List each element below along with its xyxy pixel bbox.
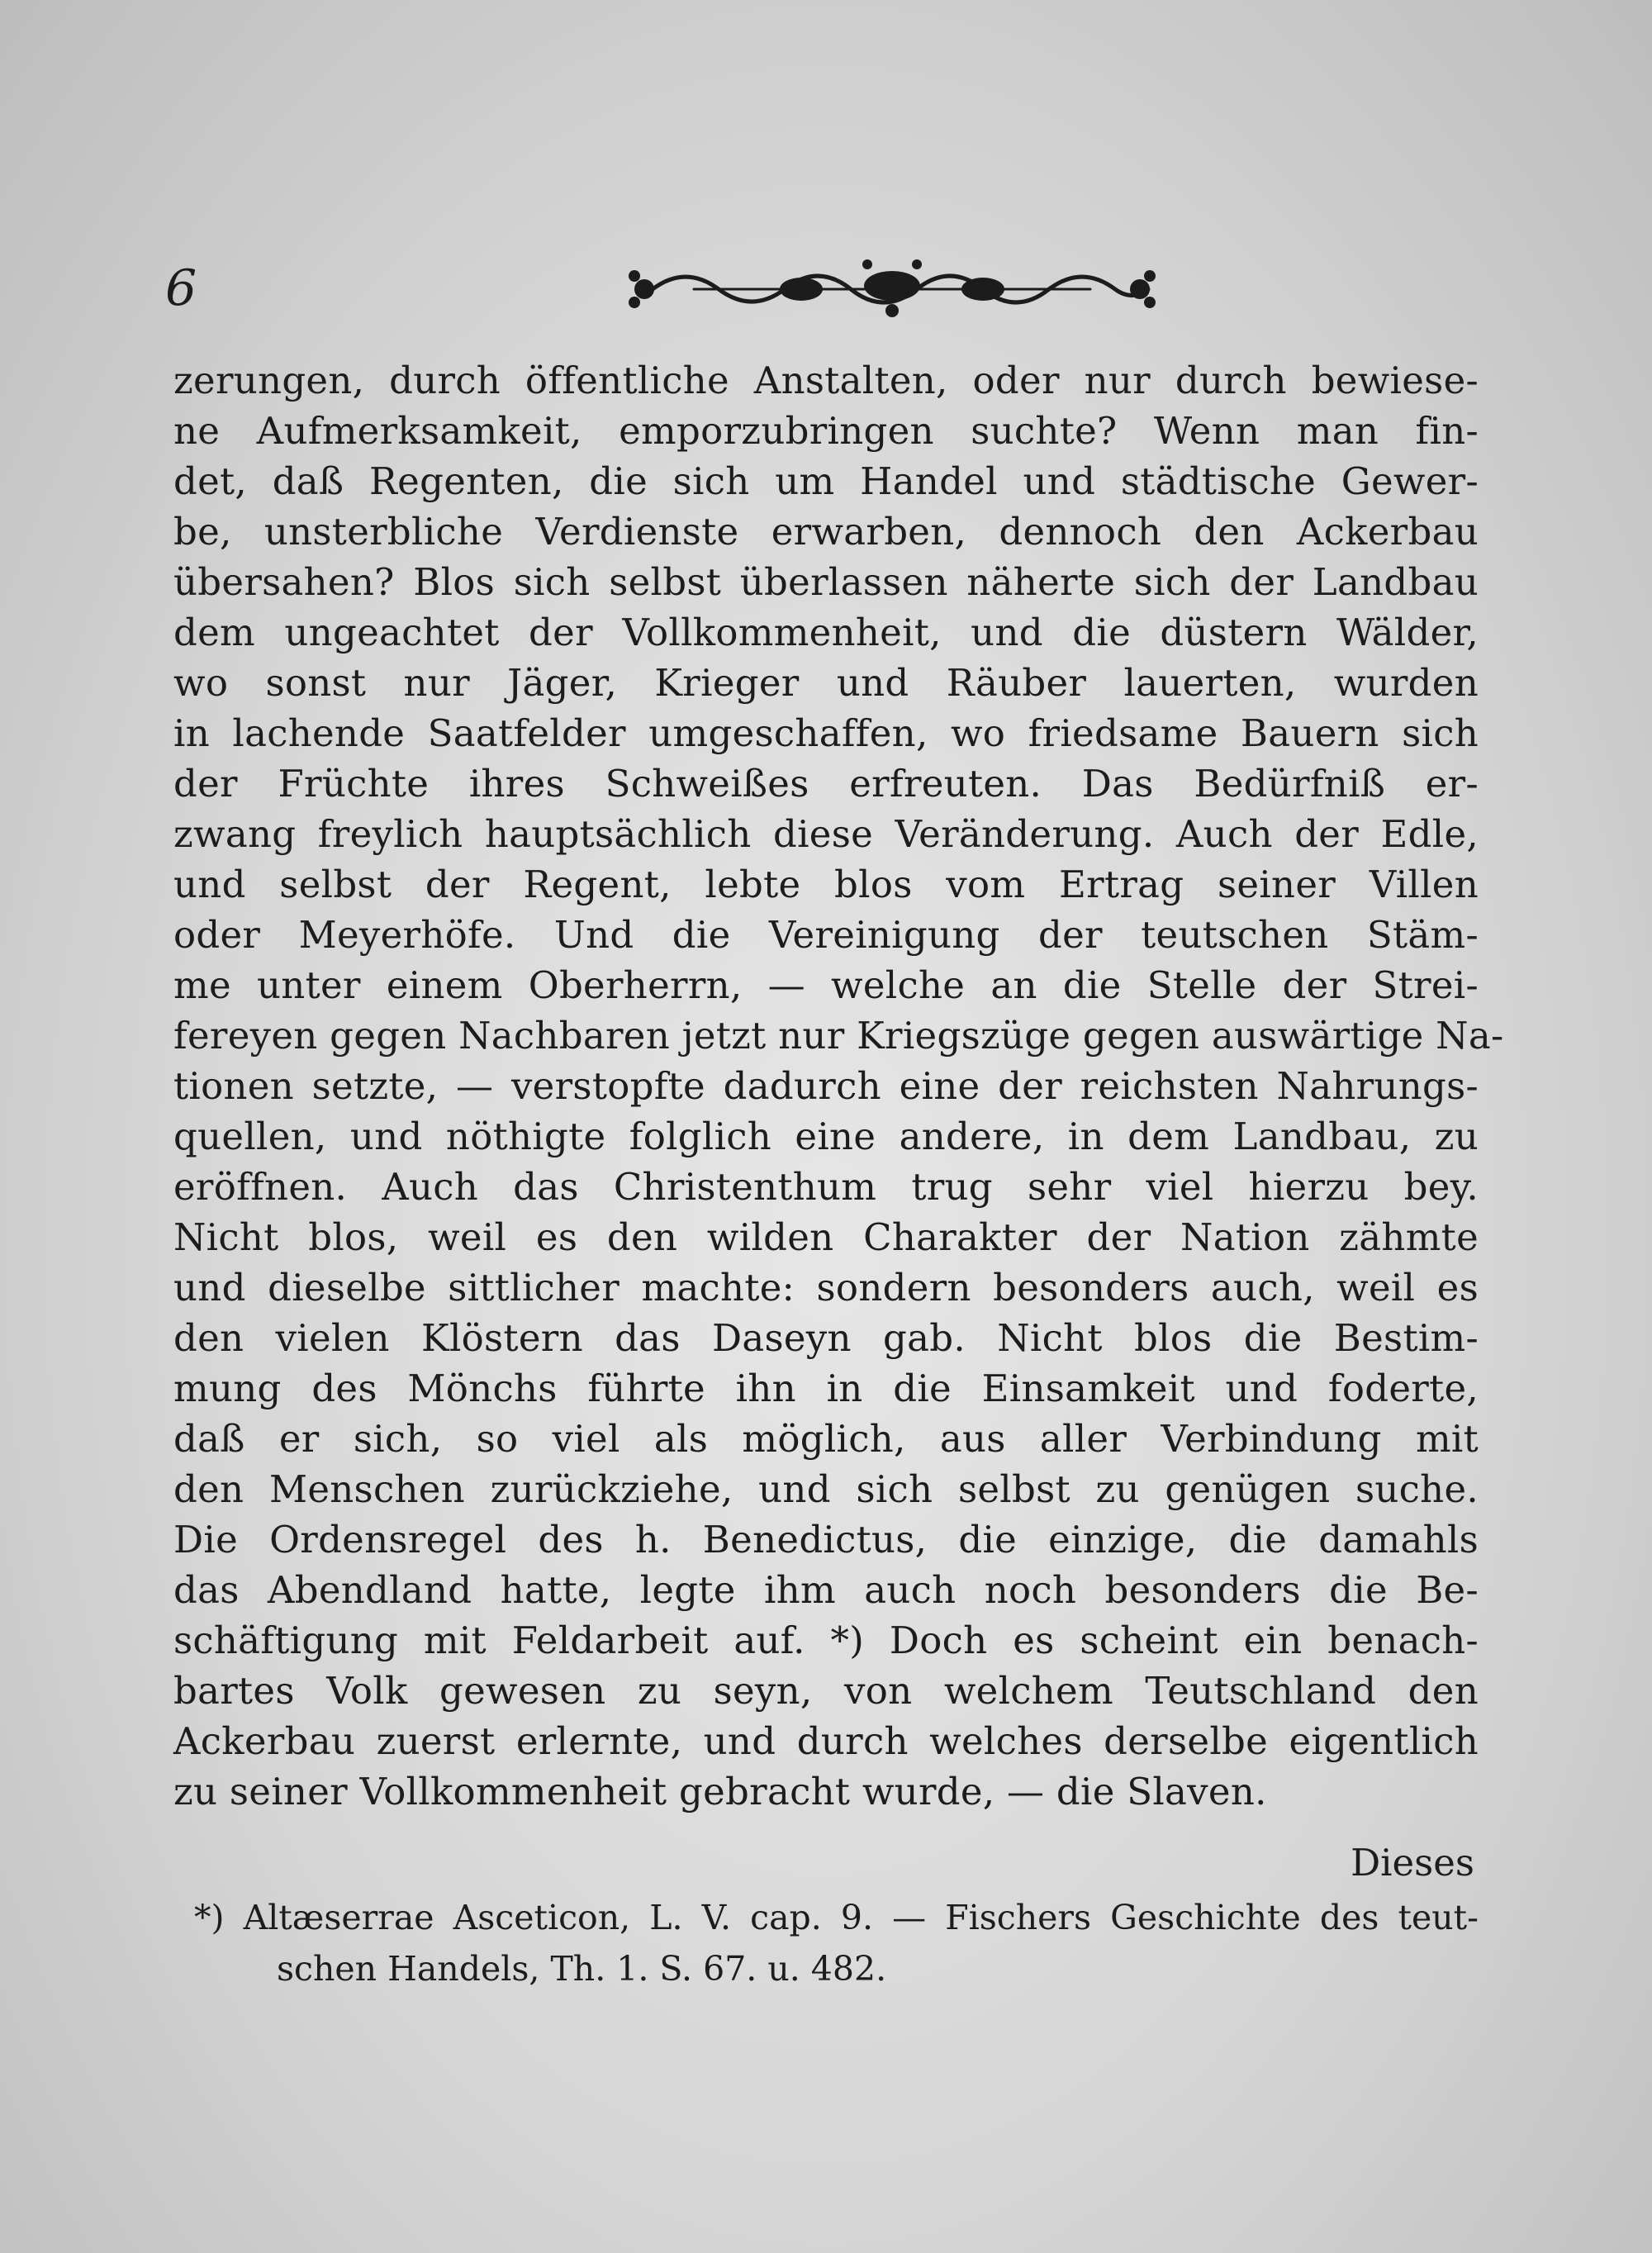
text-line: tionen setzte, — verstopfte dadurch eine der reichsten Nahrungs-	[173, 1064, 1479, 1108]
body-text	[173, 355, 1504, 1817]
text-line: mung des Mönchs führte ihn in die Einsamkeit und foderte,	[173, 1367, 1479, 1410]
footnotes	[194, 1892, 1479, 1994]
text-line: daß er sich, so viel als möglich, aus aller Verbindung mit	[173, 1417, 1479, 1461]
text-line: in lachende Saatfelder umgeschaffen, wo friedsame Bauern sich	[173, 711, 1479, 755]
footnote-line: schen Handels, Th. 1. S. 67. u. 482.	[277, 1949, 887, 1989]
text-line: zerungen, durch öffentliche Anstalten, oder nur durch bewiese-	[173, 359, 1479, 402]
text-line: zwang freylich hauptsächlich diese Veränderung. Auch der Edle,	[173, 812, 1479, 856]
text-line: dem ungeachtet der Vollkommenheit, und die düstern Wälder,	[173, 611, 1479, 654]
text-line: den Menschen zurückziehe, und sich selbst zu genügen suche.	[173, 1467, 1479, 1511]
footnote-line: *) Altæserrae Asceticon, L. V. cap. 9. — Fischers Geschichte des teut-	[194, 1898, 1479, 1937]
text-line: eröffnen. Auch das Christenthum trug sehr viel hierzu bey.	[173, 1165, 1479, 1209]
text-line: Die Ordensregel des h. Benedictus, die einzige, die damahls	[173, 1518, 1479, 1561]
text-line: Nicht blos, weil es den wilden Charakter der Nation zähmte	[173, 1215, 1479, 1259]
page-header	[157, 248, 1479, 347]
text-line: und dieselbe sittlicher machte: sondern besonders auch, weil es	[173, 1266, 1479, 1309]
text-line: ne Aufmerksamkeit, emporzubringen suchte? Wenn man fin-	[173, 409, 1479, 453]
text-line: und selbst der Regent, lebte blos vom Ertrag seiner Villen	[173, 863, 1479, 906]
text-line: me unter einem Oberherrn, — welche an die Stelle der Strei-	[173, 963, 1479, 1007]
text-line: wo sonst nur Jäger, Krieger und Räuber lauerten, wurden	[173, 661, 1479, 705]
text-line: zu seiner Vollkommenheit gebracht wurde, — die Slaven.	[173, 1770, 1267, 1813]
catchword: Dieses	[1351, 1841, 1474, 1885]
text-line: das Abendland hatte, legte ihm auch noch besonders die Be-	[173, 1568, 1479, 1612]
text-line: der Früchte ihres Schweißes erfreuten. Das Bedürfniß er-	[173, 762, 1479, 806]
text-line: Ackerbau zuerst erlernte, und durch welches derselbe eigentlich	[173, 1719, 1479, 1763]
text-line: den vielen Klöstern das Daseyn gab. Nicht blos die Bestim-	[173, 1316, 1479, 1360]
text-line: quellen, und nöthigte folglich eine andere, in dem Landbau, zu	[173, 1115, 1479, 1158]
text-line: schäftigung mit Feldarbeit auf. *) Doch es scheint ein benach-	[173, 1618, 1479, 1662]
text-line: det, daß Regenten, die sich um Handel und städtische Gewer-	[173, 459, 1479, 503]
page-number: 6	[165, 259, 197, 317]
text-line: oder Meyerhöfe. Und die Vereinigung der teutschen Stäm-	[173, 913, 1479, 957]
text-line: be, unsterbliche Verdienste erwarben, dennoch den Ackerbau	[173, 510, 1479, 554]
text-line: bartes Volk gewesen zu seyn, von welchem Teutschland den	[173, 1669, 1479, 1713]
text-line: übersahen? Blos sich selbst überlassen näherte sich der Landbau	[173, 560, 1479, 604]
text-line: fereyen gegen Nachbaren jetzt nur Kriegszüge gegen auswärtige Na-	[173, 1014, 1504, 1058]
ornament-icon	[620, 248, 1165, 330]
